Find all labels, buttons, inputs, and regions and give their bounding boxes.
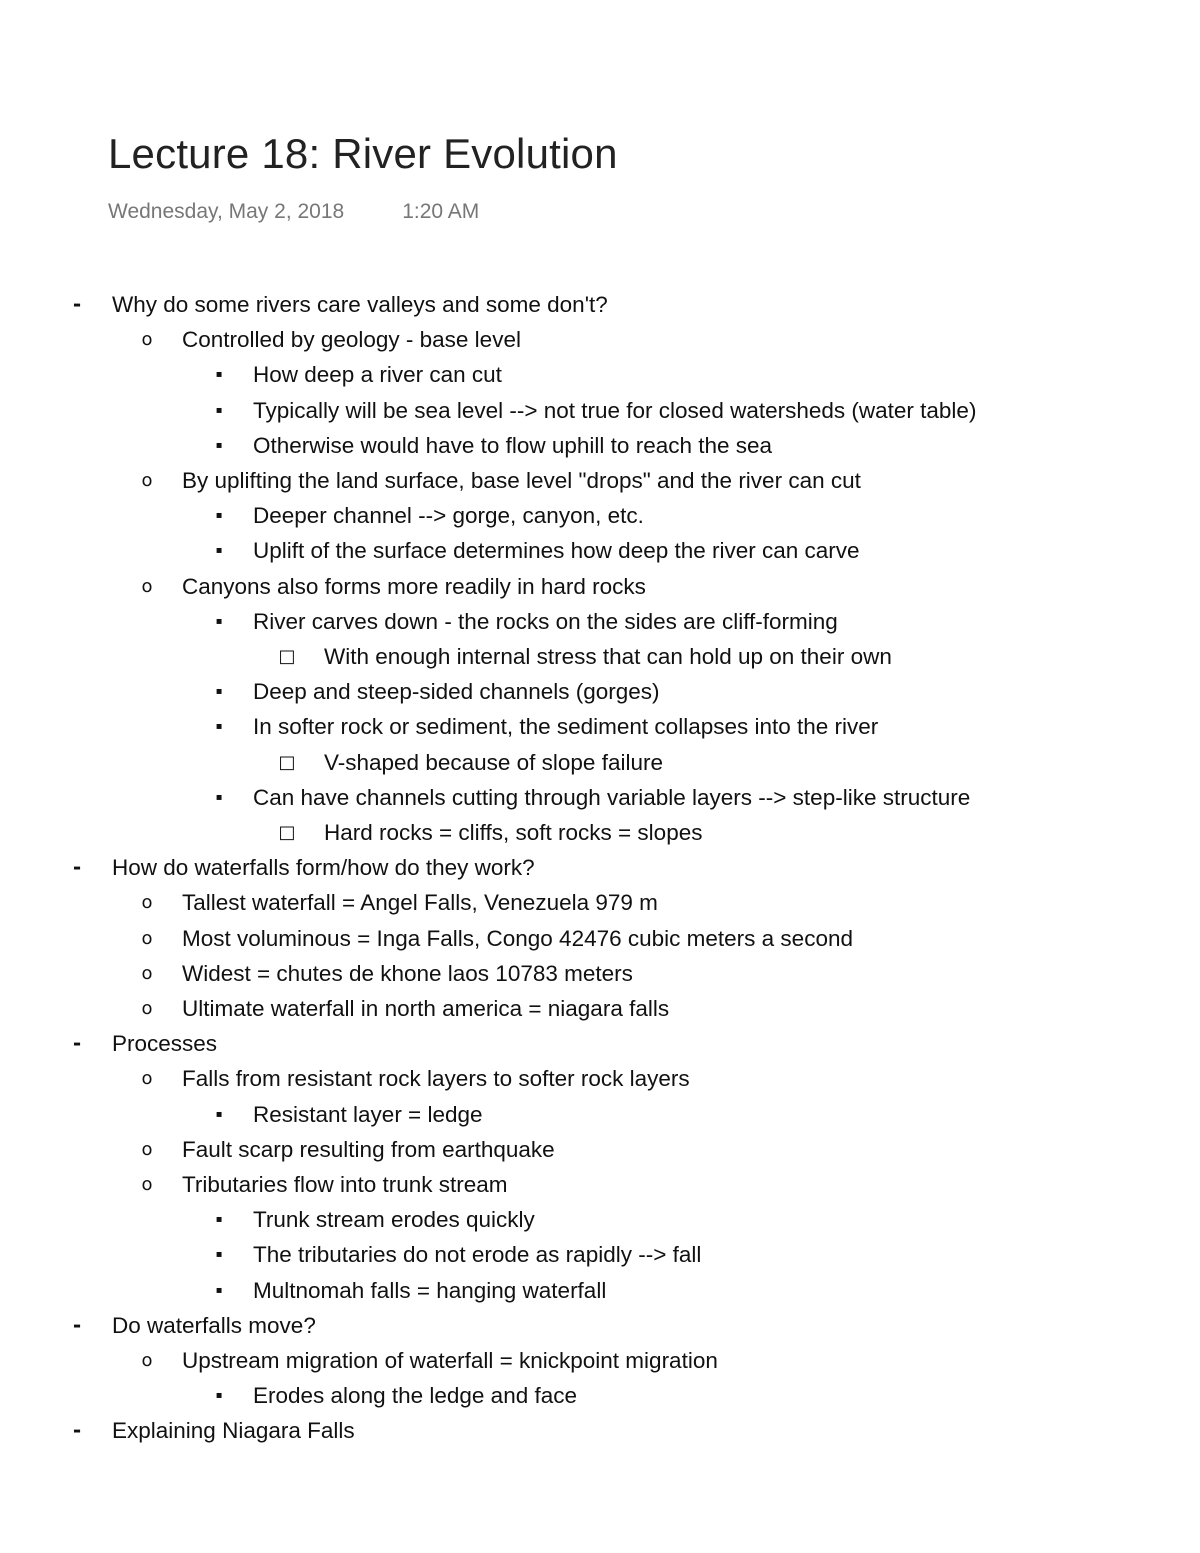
- dash-bullet: -: [72, 855, 82, 880]
- outline-text: Hard rocks = cliffs, soft rocks = slopes: [324, 820, 703, 845]
- circle-bullet: o: [141, 1068, 153, 1090]
- square-bullet: ▪: [215, 369, 223, 381]
- outline-line: [0, 815, 1200, 850]
- outline-line: [0, 1413, 1200, 1448]
- square-bullet: ▪: [215, 1284, 223, 1296]
- outline-text: Falls from resistant rock layers to softer rock layers: [182, 1066, 690, 1092]
- outline-line: [0, 1132, 1200, 1167]
- circle-bullet: o: [141, 1350, 153, 1371]
- dash-bullet: -: [72, 1418, 82, 1443]
- note-time: 1:20 AM: [402, 200, 480, 223]
- outline-line: [0, 357, 1200, 392]
- outline-text: Ultimate waterfall in north america = niagara falls: [182, 996, 670, 1021]
- outline-text: Why do some rivers care valleys and some don't?: [112, 292, 608, 317]
- square-bullet: ▪: [215, 1249, 223, 1261]
- circle-bullet: o: [141, 962, 153, 984]
- outline-text: Resistant layer = ledge: [253, 1101, 483, 1127]
- circle-bullet: o: [141, 927, 153, 949]
- outline-text: With enough internal stress that can hold up on their own: [324, 644, 892, 669]
- box-bullet: □: [278, 822, 296, 843]
- outline-line: [0, 1343, 1200, 1378]
- page-meta: [108, 200, 479, 224]
- square-bullet: ▪: [215, 686, 223, 698]
- outline-text: How do waterfalls form/how do they work?: [112, 855, 535, 881]
- outline-line: [0, 287, 1200, 322]
- circle-bullet: o: [141, 998, 153, 1019]
- outline-text: In softer rock or sediment, the sediment collapses into the river: [253, 714, 879, 740]
- note-date: Wednesday, May 2, 2018: [108, 200, 345, 223]
- outline-line: [0, 1378, 1200, 1413]
- outline-text: Trunk stream erodes quickly: [253, 1207, 535, 1233]
- outline-line: [0, 1167, 1200, 1202]
- outline-text: Uplift of the surface determines how deep the river can carve: [253, 538, 860, 564]
- outline-text: Multnomah falls = hanging waterfall: [253, 1277, 607, 1303]
- square-bullet: ▪: [215, 1390, 223, 1402]
- outline-line: [0, 1237, 1200, 1272]
- outline-line: [0, 1202, 1200, 1237]
- outline-line: [0, 885, 1200, 920]
- square-bullet: ▪: [215, 615, 223, 627]
- outline-line: [0, 709, 1200, 744]
- outline-text: Do waterfalls move?: [112, 1312, 316, 1338]
- square-bullet: ▪: [215, 439, 223, 451]
- outline-text: Otherwise would have to flow uphill to reach the sea: [253, 432, 773, 458]
- box-bullet: □: [278, 751, 296, 773]
- outline-line: [0, 393, 1200, 428]
- outline-line: [0, 850, 1200, 885]
- outline-line: [0, 1273, 1200, 1308]
- outline-line: [0, 569, 1200, 604]
- outline-line: [0, 780, 1200, 815]
- outline-line: [0, 498, 1200, 533]
- outline-text: Can have channels cutting through variable layers --> step-like structure: [253, 784, 971, 810]
- square-bullet: ▪: [215, 510, 223, 522]
- outline-line: [0, 428, 1200, 463]
- outline-text: Processes: [112, 1031, 218, 1057]
- outline-line: [0, 322, 1200, 357]
- outline-text: Typically will be sea level --> not true for closed watersheds (water table): [253, 397, 977, 423]
- dash-bullet: -: [72, 1312, 82, 1337]
- outline-line: [0, 1097, 1200, 1132]
- outline-line: [0, 463, 1200, 498]
- outline-text: Explaining Niagara Falls: [112, 1418, 355, 1444]
- square-bullet: ▪: [215, 1214, 223, 1226]
- circle-bullet: o: [141, 470, 153, 491]
- outline-text: Upstream migration of waterfall = knickpoint migration: [182, 1348, 718, 1373]
- note-outline: [0, 287, 1200, 1444]
- outline-text: V-shaped because of slope failure: [324, 749, 663, 775]
- outline-line: [0, 745, 1200, 780]
- outline-text: Deeper channel --> gorge, canyon, etc.: [253, 503, 644, 529]
- outline-text: Canyons also forms more readily in hard rocks: [182, 573, 646, 599]
- outline-text: Most voluminous = Inga Falls, Congo 42476 cubic meters a second: [182, 925, 853, 951]
- outline-text: How deep a river can cut: [253, 362, 502, 388]
- outline-text: Deep and steep-sided channels (gorges): [253, 679, 660, 705]
- dash-bullet: -: [72, 1031, 82, 1056]
- outline-text: River carves down - the rocks on the sides are cliff-forming: [253, 608, 838, 634]
- outline-text: The tributaries do not erode as rapidly --> fall: [253, 1242, 702, 1268]
- outline-line: [0, 956, 1200, 991]
- outline-line: [0, 1308, 1200, 1343]
- outline-line: [0, 639, 1200, 674]
- outline-text: By uplifting the land surface, base level "drops" and the river can cut: [182, 468, 861, 493]
- outline-line: [0, 533, 1200, 568]
- outline-text: Fault scarp resulting from earthquake: [182, 1136, 555, 1162]
- dash-bullet: -: [72, 292, 82, 316]
- outline-line: [0, 1061, 1200, 1096]
- circle-bullet: o: [141, 329, 153, 351]
- circle-bullet: o: [141, 1174, 153, 1195]
- outline-line: [0, 1026, 1200, 1061]
- square-bullet: ▪: [215, 791, 223, 803]
- outline-line: [0, 604, 1200, 639]
- outline-text: Tributaries flow into trunk stream: [182, 1172, 508, 1197]
- outline-text: Widest = chutes de khone laos 10783 meters: [182, 960, 633, 986]
- square-bullet: ▪: [215, 1108, 223, 1120]
- square-bullet: ▪: [215, 404, 223, 416]
- square-bullet: ▪: [215, 721, 223, 733]
- square-bullet: ▪: [215, 545, 223, 557]
- outline-line: [0, 991, 1200, 1026]
- page-title: Lecture 18: River Evolution: [108, 130, 618, 177]
- outline-line: [0, 921, 1200, 956]
- outline-text: Erodes along the ledge and face: [253, 1383, 577, 1409]
- circle-bullet: o: [141, 575, 153, 597]
- circle-bullet: o: [141, 892, 153, 914]
- outline-line: [0, 674, 1200, 709]
- circle-bullet: o: [141, 1138, 153, 1160]
- outline-text: Tallest waterfall = Angel Falls, Venezuela 979 m: [182, 890, 658, 916]
- outline-text: Controlled by geology - base level: [182, 327, 521, 353]
- box-bullet: □: [278, 646, 296, 667]
